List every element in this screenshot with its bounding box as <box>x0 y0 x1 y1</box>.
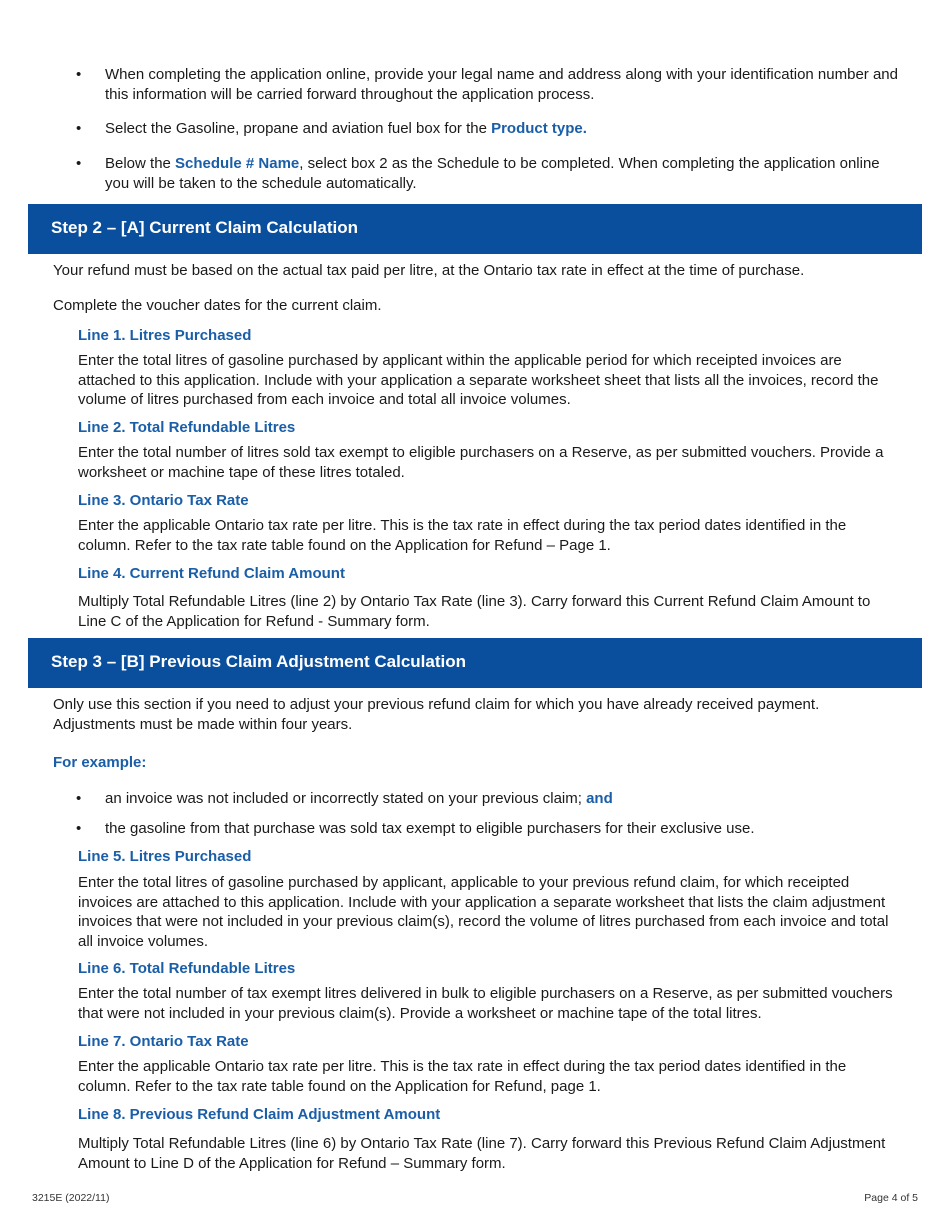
line2-body: Enter the total number of litres sold tax exempt to eligible purchasers on a Reserve, as per submitted vouchers. Provide a worksheet or machine tape of these litres totaled. <box>78 444 884 481</box>
bullet-text <box>105 789 905 809</box>
step2-title: Step 2 – [A] Current Claim Calculation <box>51 218 358 237</box>
line3-body: Enter the applicable Ontario tax rate per litre. This is the tax rate in effect during the tax period dates identified in the column. Refer to the tax rate table found on the Application for Refund – Page 1. <box>78 517 847 554</box>
for-example-label: For example: <box>53 754 147 771</box>
step3-para1: Only use this section if you need to adjust your previous refund claim for which you have already received payment. Adjustments must be made within four years. <box>53 696 820 733</box>
bullet-text <box>105 119 905 139</box>
bullet-text-pre: Select the Gasoline, propane and aviation fuel box for the <box>105 120 492 137</box>
line2-heading: Line 2. Total Refundable Litres <box>78 419 296 436</box>
step2-para1: Your refund must be based on the actual tax paid per litre, at the Ontario tax rate in effect at the time of purchase. <box>53 262 805 279</box>
line4-body: Multiply Total Refundable Litres (line 2) by Ontario Tax Rate (line 3). Carry forward this Current Refund Claim Amount to Line C of the Application for Refund - Summary form. <box>78 593 871 630</box>
bullet-text: When completing the application online, provide your legal name and address along with your identification number and this information will be carried forward throughout the application process. <box>105 66 898 103</box>
bullet-dot: • <box>76 820 82 837</box>
line5-heading: Line 5. Litres Purchased <box>78 848 252 865</box>
bullet-dot: • <box>76 155 82 172</box>
step2-banner <box>28 204 922 254</box>
bullet-text <box>105 154 905 193</box>
product-type-link-text: Product type. <box>491 120 587 137</box>
and-highlight: and <box>586 790 613 807</box>
line8-heading: Line 8. Previous Refund Claim Adjustment Amount <box>78 1106 441 1123</box>
bullet-text-pre: Below the <box>105 155 176 172</box>
schedule-name-link-text: Schedule # Name <box>175 155 300 172</box>
line7-body: Enter the applicable Ontario tax rate per litre. This is the tax rate in effect during the tax period dates identified in the column. Refer to the tax rate table found on the Application for Refund, page 1. <box>78 1058 847 1095</box>
line7-heading: Line 7. Ontario Tax Rate <box>78 1033 249 1050</box>
step3-title: Step 3 – [B] Previous Claim Adjustment Calculation <box>51 652 467 671</box>
line4-heading: Line 4. Current Refund Claim Amount <box>78 565 345 582</box>
line1-body: Enter the total litres of gasoline purchased by applicant within the applicable period for which receipted invoices are attached to this application. Include with your application a separate worksheet sheet that lists all the invoices, record the volume of litres purchased from each invoice and total all invoice volumes. <box>78 352 879 408</box>
step3-banner <box>28 638 922 688</box>
bullet-text-pre: an invoice was not included or incorrectly stated on your previous claim; <box>105 790 587 807</box>
bullet-text: the gasoline from that purchase was sold tax exempt to eligible purchasers for their exclusive use. <box>105 820 755 837</box>
step2-para2: Complete the voucher dates for the current claim. <box>53 297 382 314</box>
line1-heading: Line 1. Litres Purchased <box>78 327 252 344</box>
bullet-dot: • <box>76 120 82 137</box>
bullet-text-post: , select box 2 as the Schedule to be completed. When completing the application online you will be taken to the schedule automatically. <box>105 155 880 192</box>
line5-body: Enter the total litres of gasoline purchased by applicant, applicable to your previous refund claim, for which receipted invoices are attached to this application. Include with your application a separate worksheet that lists the claim adjustment invoices that were not included in your previous claim(s), record the volume of litres purchased from each invoice and total all invoice volumes. <box>78 874 889 950</box>
line6-heading: Line 6. Total Refundable Litres <box>78 960 296 977</box>
line6-body: Enter the total number of tax exempt litres delivered in bulk to eligible purchasers on a Reserve, as per submitted vouchers that were not included in your previous claim(s). Provide a worksheet or machine tape of the total litres. <box>78 985 893 1022</box>
bullet-dot: • <box>76 790 82 807</box>
page-number: Page 4 of 5 <box>864 1192 918 1204</box>
form-number: 3215E (2022/11) <box>32 1192 110 1204</box>
bullet-dot: • <box>76 66 82 83</box>
line3-heading: Line 3. Ontario Tax Rate <box>78 492 249 509</box>
line8-body: Multiply Total Refundable Litres (line 6) by Ontario Tax Rate (line 7). Carry forward this Previous Refund Claim Adjustment Amount to Line D of the Application for Refund – Summary form. <box>78 1135 886 1172</box>
